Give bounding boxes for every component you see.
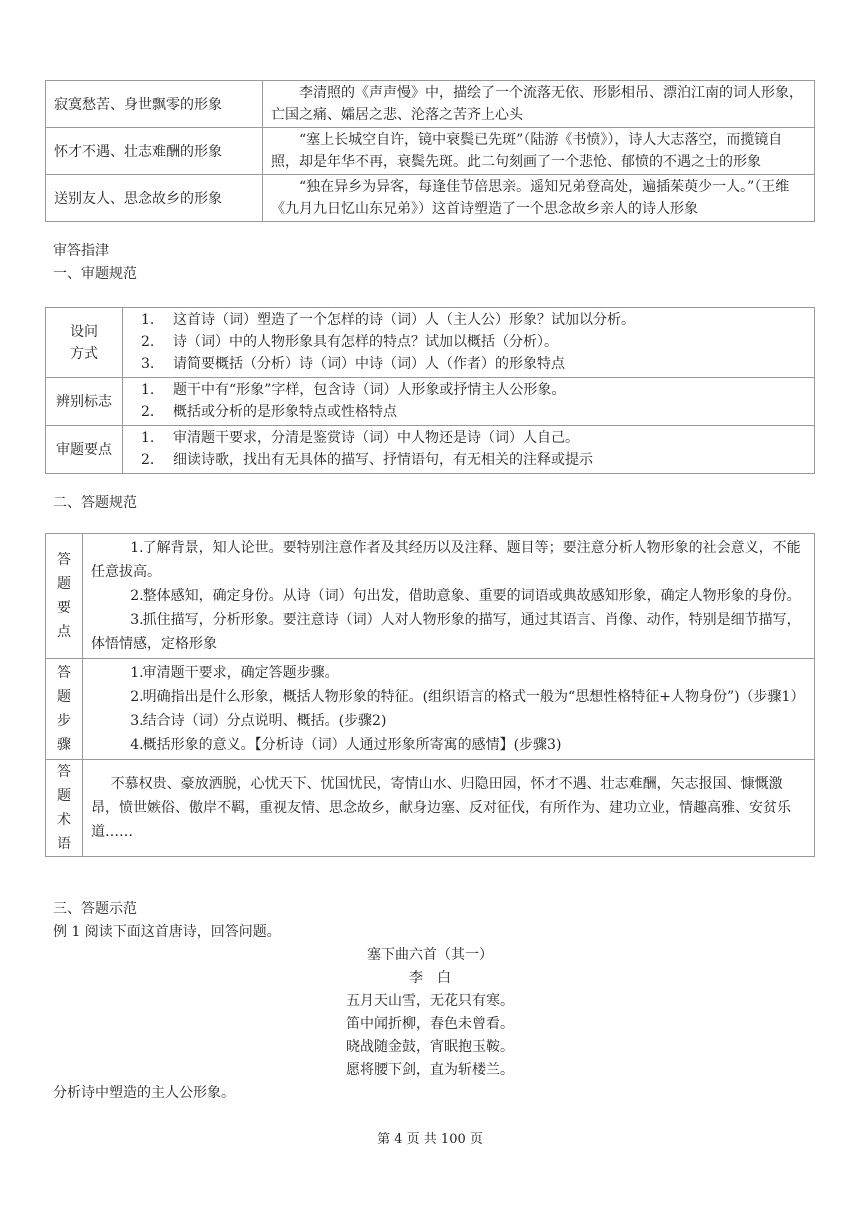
row-label-answer-steps (46, 659, 83, 760)
list-item (141, 401, 806, 423)
table-row (46, 128, 815, 175)
label-char: 题 (57, 689, 71, 705)
answer-norms-table (45, 533, 815, 857)
item-number: 1. (141, 382, 155, 398)
item-text: 抓住描写，分析形象。要注意诗（词）人对人物形象的描写，通过其语言、肖像、动作，特别是细节描写，体悟情感，定格形象 (91, 612, 801, 652)
label-char: 点 (57, 624, 71, 640)
table-cell-desc: “塞上长城空自许，镜中衰鬓已先斑”（陆游《书愤》），诗人大志落空，而揽镜自照，却是年华不再，衰鬓先斑。此二句刻画了一个悲怆、郁愤的不遇之士的形象 (263, 128, 815, 175)
item-text: 诗（词）中的人物形象具有怎样的特点？试加以概括（分析）。 (173, 334, 558, 350)
poem-line: 晓战随金鼓，宵眠抱玉鞍。 (346, 1039, 514, 1055)
label-char: 术 (57, 812, 71, 828)
table-row (46, 426, 815, 474)
table-row (46, 175, 815, 222)
list-item (91, 733, 806, 757)
row-items (83, 659, 815, 760)
label-char: 要 (57, 600, 71, 616)
poem-line: 笛中闻折柳，春色未曾看。 (346, 1016, 514, 1032)
list-item (91, 685, 806, 709)
item-text: 题干中有“形象”字样，包含诗（词）人形象或抒情主人公形象。 (173, 382, 566, 398)
poem-author: 李 白 (409, 970, 451, 986)
row-label-key-points: 审题要点 (46, 426, 123, 474)
item-number: 2. (130, 689, 144, 705)
row-label-identify: 辨别标志 (46, 378, 123, 426)
table-cell-desc: 李清照的《声声慢》中，描绘了一个流落无依、形影相吊、漂泊江南的词人形象，亡国之痛、孀居之悲、沦落之苦齐上心头 (263, 81, 815, 128)
item-text: 概括或分析的是形象特点或性格特点 (173, 404, 397, 420)
item-text: 审清题干要求，确定答题步骤。 (142, 665, 339, 681)
row-label-answer-points (46, 534, 83, 659)
table-cell-type: 送别友人、思念故乡的形象 (46, 175, 263, 222)
table-cell-desc: “独在异乡为异客，每逢佳节倍思亲。遥知兄弟登高处，遍插茱萸少一人。”（王维《九月九日忆山东兄弟》）这首诗塑造了一个思念故乡亲人的诗人形象 (263, 175, 815, 222)
table-cell-type: 怀才不遇、壮志难酬的形象 (46, 128, 263, 175)
item-number: 2. (141, 404, 155, 420)
item-number: 1. (130, 665, 144, 681)
item-text: 这首诗（词）塑造了一个怎样的诗（词）人（主人公）形象？试加以分析。 (173, 312, 635, 328)
row-label-part: 设问 (70, 323, 98, 340)
poem-title: 塞下曲六首（其一） (367, 947, 493, 963)
item-text: 细读诗歌，找出有无具体的描写、抒情语句，有无相关的注释或提示 (173, 452, 593, 468)
list-item (141, 449, 806, 471)
label-char: 答 (57, 665, 71, 681)
item-number: 2. (141, 452, 155, 468)
poem-line: 五月天山雪，无花只有寒。 (346, 993, 514, 1009)
item-number: 2. (130, 588, 144, 604)
row-label-answer-terms (46, 760, 83, 857)
section-heading-3: 三、答题示范 (53, 901, 137, 917)
item-text: 了解背景，知人论世。要特别注意作者及其经历以及注释、题目等；要注意分析人物形象的社会意义，不能任意拔高。 (91, 540, 801, 580)
answer-terms-text: 不慕权贵、豪放洒脱，心忧天下、忧国忧民，寄情山水、归隐田园，怀才不遇、壮志难酬，矢志报国、慷慨激昂，愤世嫉俗、傲岸不羁，重视友情、思念故乡，献身边塞、反对征伐，有所作为、建功立业，情趣高雅、安贫乐道…… (83, 760, 815, 857)
section-heading-guide: 审答指津 (53, 243, 109, 259)
image-type-table (45, 80, 815, 222)
item-number: 3. (130, 612, 144, 628)
item-number: 2. (141, 334, 155, 350)
table-row (46, 81, 815, 128)
label-char: 答 (57, 764, 71, 780)
table-row (46, 534, 815, 659)
table-row (46, 308, 815, 378)
row-items (123, 378, 815, 426)
label-char: 题 (57, 576, 71, 592)
list-item (91, 709, 806, 733)
item-text: 明确指出是什么形象，概括人物形象的特征。(组织语言的格式一般为“思想性格特征+人物身份”)（步骤1） (142, 689, 805, 705)
row-items (83, 534, 815, 659)
row-label-part: 方式 (70, 345, 98, 362)
list-item (141, 427, 806, 449)
table-row (46, 378, 815, 426)
poem-line: 愿将腰下剑，直为斩楼兰。 (346, 1062, 514, 1078)
item-number: 3. (141, 356, 155, 372)
row-items (123, 308, 815, 378)
item-text: 整体感知，确定身份。从诗（词）句出发，借助意象、重要的词语或典故感知形象，确定人物形象的身份。 (142, 588, 801, 604)
row-items (123, 426, 815, 474)
label-char: 骤 (57, 737, 71, 753)
label-char: 题 (57, 788, 71, 804)
list-item (91, 536, 806, 584)
label-char: 步 (57, 713, 71, 729)
table-cell-type: 寂寞愁苦、身世飘零的形象 (46, 81, 263, 128)
list-item (141, 309, 806, 331)
item-text: 概括形象的意义。【分析诗（词）人通过形象所寄寓的感情】(步骤3) (142, 737, 562, 753)
section-heading-1: 一、审题规范 (53, 266, 137, 282)
list-item (91, 661, 806, 685)
item-text: 结合诗（词）分点说明、概括。(步骤2) (142, 713, 387, 729)
page-footer: 第 4 页 共 100 页 (377, 1132, 483, 1147)
question-text: 分析诗中塑造的主人公形象。 (53, 1085, 235, 1101)
list-item (141, 353, 806, 375)
item-number: 1. (130, 540, 144, 556)
list-item (91, 608, 806, 656)
item-number: 1. (141, 430, 155, 446)
section-heading-2: 二、答题规范 (53, 495, 137, 511)
item-number: 1. (141, 312, 155, 328)
label-char: 语 (57, 836, 71, 852)
item-text: 请简要概括（分析）诗（词）中诗（词）人（作者）的形象特点 (173, 356, 565, 372)
list-item (141, 331, 806, 353)
list-item (141, 379, 806, 401)
review-norms-table (45, 307, 815, 474)
row-label-ask-method (46, 308, 123, 378)
item-text: 审清题干要求，分清是鉴赏诗（词）中人物还是诗（词）人自己。 (173, 430, 579, 446)
label-char: 答 (57, 552, 71, 568)
item-number: 4. (130, 737, 144, 753)
table-row (46, 659, 815, 760)
table-row (46, 760, 815, 857)
item-number: 3. (130, 713, 144, 729)
list-item (91, 584, 806, 608)
example-intro: 例 1 阅读下面这首唐诗，回答问题。 (53, 924, 281, 940)
